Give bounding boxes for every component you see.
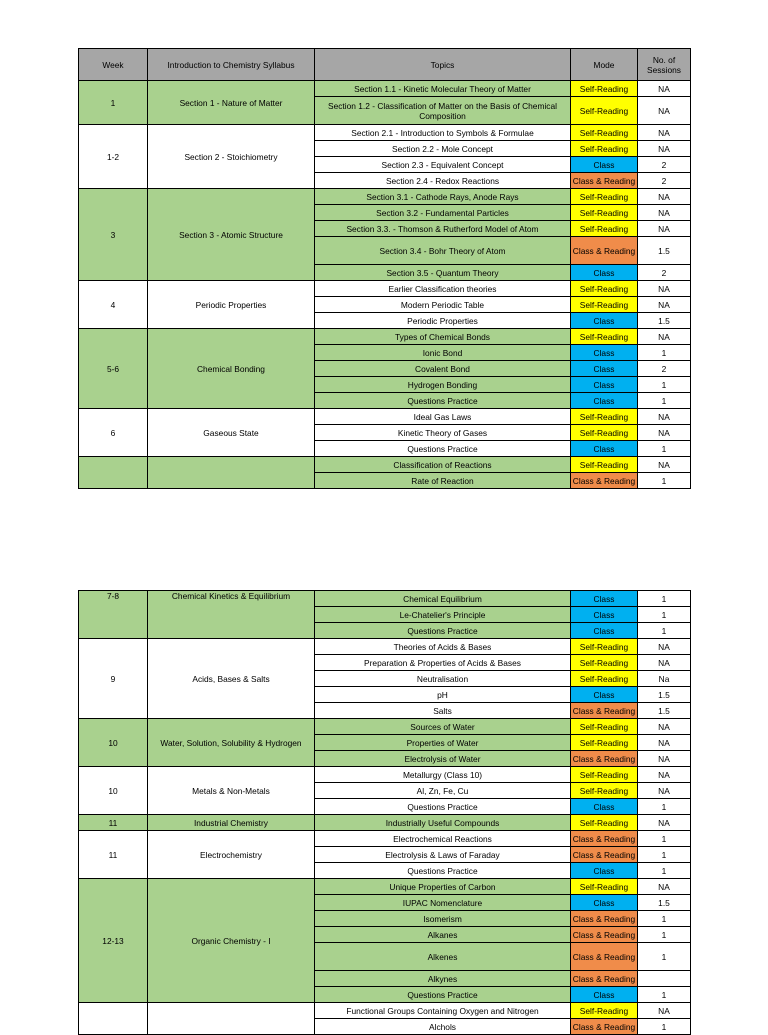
sessions-cell bbox=[638, 971, 691, 987]
syllabus-table-top bbox=[78, 48, 691, 489]
mode-badge: Class bbox=[571, 377, 638, 393]
sessions-cell: 1 bbox=[638, 591, 691, 607]
section-cell: Section 3 - Atomic Structure bbox=[148, 189, 315, 281]
mode-badge: Self-Reading bbox=[571, 125, 638, 141]
sessions-cell: NA bbox=[638, 719, 691, 735]
sessions-cell: 1.5 bbox=[638, 895, 691, 911]
week-cell: 11 bbox=[79, 831, 148, 879]
week-cell: 6 bbox=[79, 409, 148, 457]
mode-badge: Self-Reading bbox=[571, 189, 638, 205]
mode-badge: Self-Reading bbox=[571, 1003, 638, 1019]
mode-badge: Class bbox=[571, 591, 638, 607]
table-row bbox=[79, 125, 691, 141]
topic-cell: Rate of Reaction bbox=[315, 473, 571, 489]
topic-cell: Covalent Bond bbox=[315, 361, 571, 377]
mode-badge: Class bbox=[571, 623, 638, 639]
topic-cell: Section 3.2 - Fundamental Particles bbox=[315, 205, 571, 221]
mode-badge: Class bbox=[571, 895, 638, 911]
sessions-cell: 1 bbox=[638, 1019, 691, 1035]
topic-cell: Preparation & Properties of Acids & Bases bbox=[315, 655, 571, 671]
mode-badge: Class & Reading bbox=[571, 473, 638, 489]
topic-cell: Types of Chemical Bonds bbox=[315, 329, 571, 345]
sessions-cell: 1 bbox=[638, 799, 691, 815]
table-body-bottom bbox=[79, 591, 691, 1035]
header-week: Week bbox=[79, 49, 148, 81]
sessions-cell: NA bbox=[638, 735, 691, 751]
sessions-cell: 1.5 bbox=[638, 313, 691, 329]
topic-cell: Section 2.1 - Introduction to Symbols & Formulae bbox=[315, 125, 571, 141]
sessions-cell: NA bbox=[638, 221, 691, 237]
mode-badge: Class bbox=[571, 799, 638, 815]
topic-cell: Section 1.1 - Kinetic Molecular Theory of Matter bbox=[315, 81, 571, 97]
mode-badge: Class & Reading bbox=[571, 971, 638, 987]
mode-badge: Self-Reading bbox=[571, 639, 638, 655]
table-row bbox=[79, 815, 691, 831]
topic-cell: Section 1.2 - Classification of Matter on the Basis of Chemical Composition bbox=[315, 97, 571, 125]
mode-badge: Self-Reading bbox=[571, 879, 638, 895]
sessions-cell: 2 bbox=[638, 265, 691, 281]
section-cell bbox=[148, 1003, 315, 1035]
week-cell: 1 bbox=[79, 81, 148, 125]
sessions-cell: NA bbox=[638, 125, 691, 141]
sessions-cell: 2 bbox=[638, 157, 691, 173]
topic-cell: Ideal Gas Laws bbox=[315, 409, 571, 425]
mode-badge: Class bbox=[571, 265, 638, 281]
sessions-cell: 1 bbox=[638, 927, 691, 943]
topic-cell: Alchols bbox=[315, 1019, 571, 1035]
section-cell bbox=[148, 457, 315, 489]
topic-cell: Alkanes bbox=[315, 927, 571, 943]
section-cell: Industrial Chemistry bbox=[148, 815, 315, 831]
mode-badge: Self-Reading bbox=[571, 783, 638, 799]
mode-badge: Class bbox=[571, 687, 638, 703]
mode-badge: Self-Reading bbox=[571, 221, 638, 237]
topic-cell: Unique Properties of Carbon bbox=[315, 879, 571, 895]
header-mode: Mode bbox=[571, 49, 638, 81]
mode-badge: Class bbox=[571, 361, 638, 377]
sessions-cell: NA bbox=[638, 141, 691, 157]
table-row bbox=[79, 831, 691, 847]
sessions-cell: 1 bbox=[638, 441, 691, 457]
sessions-cell: NA bbox=[638, 81, 691, 97]
section-cell: Metals & Non-Metals bbox=[148, 767, 315, 815]
topic-cell: Questions Practice bbox=[315, 623, 571, 639]
sessions-cell: 1 bbox=[638, 911, 691, 927]
mode-badge: Class & Reading bbox=[571, 943, 638, 971]
topic-cell: Section 3.5 - Quantum Theory bbox=[315, 265, 571, 281]
topic-cell: Questions Practice bbox=[315, 799, 571, 815]
section-cell: Organic Chemistry - I bbox=[148, 879, 315, 1003]
topic-cell: Theories of Acids & Bases bbox=[315, 639, 571, 655]
section-cell: Water, Solution, Solubility & Hydrogen bbox=[148, 719, 315, 767]
mode-badge: Class bbox=[571, 441, 638, 457]
topic-cell: Ionic Bond bbox=[315, 345, 571, 361]
sessions-cell: NA bbox=[638, 767, 691, 783]
table-row bbox=[79, 457, 691, 473]
topic-cell: Kinetic Theory of Gases bbox=[315, 425, 571, 441]
mode-badge: Self-Reading bbox=[571, 297, 638, 313]
table-row bbox=[79, 281, 691, 297]
section-cell: Chemical Bonding bbox=[148, 329, 315, 409]
section-cell: Electrochemistry bbox=[148, 831, 315, 879]
mode-badge: Self-Reading bbox=[571, 97, 638, 125]
sessions-cell: 1 bbox=[638, 607, 691, 623]
sessions-cell: 1 bbox=[638, 393, 691, 409]
topic-cell: Chemical Equilibrium bbox=[315, 591, 571, 607]
mode-badge: Self-Reading bbox=[571, 671, 638, 687]
sessions-cell: 1 bbox=[638, 345, 691, 361]
topic-cell: Earlier Classification theories bbox=[315, 281, 571, 297]
sessions-cell: NA bbox=[638, 97, 691, 125]
header-sessions: No. of Sessions bbox=[638, 49, 691, 81]
table-row bbox=[79, 189, 691, 205]
sessions-cell: NA bbox=[638, 409, 691, 425]
topic-cell: Classification of Reactions bbox=[315, 457, 571, 473]
topic-cell: Properties of Water bbox=[315, 735, 571, 751]
topic-cell: Sources of Water bbox=[315, 719, 571, 735]
mode-badge: Class & Reading bbox=[571, 847, 638, 863]
mode-badge: Class bbox=[571, 607, 638, 623]
table-row bbox=[79, 81, 691, 97]
mode-badge: Class & Reading bbox=[571, 173, 638, 189]
topic-cell: Hydrogen Bonding bbox=[315, 377, 571, 393]
sessions-cell: 1.5 bbox=[638, 687, 691, 703]
table-row bbox=[79, 719, 691, 735]
sessions-cell: 1 bbox=[638, 473, 691, 489]
mode-badge: Class & Reading bbox=[571, 927, 638, 943]
header-row bbox=[79, 49, 691, 81]
week-cell: 9 bbox=[79, 639, 148, 719]
sessions-cell: 1.5 bbox=[638, 237, 691, 265]
topic-cell: Questions Practice bbox=[315, 863, 571, 879]
topic-cell: IUPAC Nomenclature bbox=[315, 895, 571, 911]
topic-cell: Section 3.1 - Cathode Rays, Anode Rays bbox=[315, 189, 571, 205]
section-cell: Section 2 - Stoichiometry bbox=[148, 125, 315, 189]
week-cell: 10 bbox=[79, 719, 148, 767]
topic-cell: Questions Practice bbox=[315, 441, 571, 457]
mode-badge: Self-Reading bbox=[571, 655, 638, 671]
topic-cell: Le-Chatelier's Principle bbox=[315, 607, 571, 623]
week-cell: 3 bbox=[79, 189, 148, 281]
topic-cell: Alkynes bbox=[315, 971, 571, 987]
mode-badge: Class bbox=[571, 863, 638, 879]
sessions-cell: NA bbox=[638, 189, 691, 205]
mode-badge: Class bbox=[571, 313, 638, 329]
mode-badge: Self-Reading bbox=[571, 329, 638, 345]
week-cell: 12-13 bbox=[79, 879, 148, 1003]
topic-cell: Isomerism bbox=[315, 911, 571, 927]
topic-cell: Functional Groups Containing Oxygen and Nitrogen bbox=[315, 1003, 571, 1019]
mode-badge: Class & Reading bbox=[571, 237, 638, 265]
section-cell: Section 1 - Nature of Matter bbox=[148, 81, 315, 125]
table-row bbox=[79, 409, 691, 425]
week-cell: 11 bbox=[79, 815, 148, 831]
topic-cell: Periodic Properties bbox=[315, 313, 571, 329]
mode-badge: Class & Reading bbox=[571, 703, 638, 719]
topic-cell: Al, Zn, Fe, Cu bbox=[315, 783, 571, 799]
week-cell bbox=[79, 457, 148, 489]
sessions-cell: NA bbox=[638, 751, 691, 767]
sessions-cell: NA bbox=[638, 1003, 691, 1019]
section-cell: Acids, Bases & Salts bbox=[148, 639, 315, 719]
mode-badge: Class & Reading bbox=[571, 1019, 638, 1035]
mode-badge: Class bbox=[571, 157, 638, 173]
mode-badge: Self-Reading bbox=[571, 205, 638, 221]
topic-cell: Section 2.4 - Redox Reactions bbox=[315, 173, 571, 189]
sessions-cell: 2 bbox=[638, 173, 691, 189]
mode-badge: Self-Reading bbox=[571, 409, 638, 425]
table-row bbox=[79, 767, 691, 783]
mode-badge: Class & Reading bbox=[571, 911, 638, 927]
table-row bbox=[79, 1003, 691, 1019]
sessions-cell: NA bbox=[638, 205, 691, 221]
header-syllabus: Introduction to Chemistry Syllabus bbox=[148, 49, 315, 81]
table-row bbox=[79, 591, 691, 607]
sessions-cell: 1 bbox=[638, 987, 691, 1003]
topic-cell: Alkenes bbox=[315, 943, 571, 971]
week-cell: 1-2 bbox=[79, 125, 148, 189]
mode-badge: Class bbox=[571, 393, 638, 409]
sessions-cell: NA bbox=[638, 425, 691, 441]
topic-cell: Questions Practice bbox=[315, 393, 571, 409]
mode-badge: Self-Reading bbox=[571, 281, 638, 297]
table-body-top bbox=[79, 81, 691, 489]
topic-cell: Neutralisation bbox=[315, 671, 571, 687]
mode-badge: Class bbox=[571, 987, 638, 1003]
week-cell: 7-8 bbox=[79, 591, 148, 639]
mode-badge: Self-Reading bbox=[571, 81, 638, 97]
mode-badge: Self-Reading bbox=[571, 457, 638, 473]
mode-badge: Class & Reading bbox=[571, 831, 638, 847]
sessions-cell: 1.5 bbox=[638, 703, 691, 719]
topic-cell: Section 3.3. - Thomson & Rutherford Model of Atom bbox=[315, 221, 571, 237]
table-row bbox=[79, 639, 691, 655]
topic-cell: Electrochemical Reactions bbox=[315, 831, 571, 847]
topic-cell: Section 2.2 - Mole Concept bbox=[315, 141, 571, 157]
sessions-cell: 1 bbox=[638, 847, 691, 863]
mode-badge: Self-Reading bbox=[571, 719, 638, 735]
sessions-cell: Na bbox=[638, 671, 691, 687]
week-cell: 10 bbox=[79, 767, 148, 815]
sessions-cell: 1 bbox=[638, 863, 691, 879]
topic-cell: Section 2.3 - Equivalent Concept bbox=[315, 157, 571, 173]
section-cell: Chemical Kinetics & Equilibrium bbox=[148, 591, 315, 639]
sessions-cell: 1 bbox=[638, 831, 691, 847]
sessions-cell: 2 bbox=[638, 361, 691, 377]
topic-cell: Industrially Useful Compounds bbox=[315, 815, 571, 831]
sessions-cell: NA bbox=[638, 457, 691, 473]
sessions-cell: 1 bbox=[638, 943, 691, 971]
table-row bbox=[79, 879, 691, 895]
mode-badge: Self-Reading bbox=[571, 767, 638, 783]
topic-cell: Questions Practice bbox=[315, 987, 571, 1003]
sessions-cell: NA bbox=[638, 879, 691, 895]
week-cell bbox=[79, 1003, 148, 1035]
section-cell: Gaseous State bbox=[148, 409, 315, 457]
sessions-cell: NA bbox=[638, 783, 691, 799]
sessions-cell: NA bbox=[638, 281, 691, 297]
sessions-cell: 1 bbox=[638, 377, 691, 393]
sessions-cell: NA bbox=[638, 655, 691, 671]
topic-cell: Section 3.4 - Bohr Theory of Atom bbox=[315, 237, 571, 265]
table-row bbox=[79, 329, 691, 345]
sessions-cell: NA bbox=[638, 329, 691, 345]
sessions-cell: 1 bbox=[638, 623, 691, 639]
topic-cell: Modern Periodic Table bbox=[315, 297, 571, 313]
sessions-cell: NA bbox=[638, 639, 691, 655]
topic-cell: pH bbox=[315, 687, 571, 703]
mode-badge: Class & Reading bbox=[571, 751, 638, 767]
syllabus-table-bottom bbox=[78, 590, 691, 1035]
mode-badge: Class bbox=[571, 345, 638, 361]
header-topics: Topics bbox=[315, 49, 571, 81]
mode-badge: Self-Reading bbox=[571, 815, 638, 831]
topic-cell: Salts bbox=[315, 703, 571, 719]
mode-badge: Self-Reading bbox=[571, 735, 638, 751]
topic-cell: Electrolysis & Laws of Faraday bbox=[315, 847, 571, 863]
topic-cell: Electrolysis of Water bbox=[315, 751, 571, 767]
section-cell: Periodic Properties bbox=[148, 281, 315, 329]
week-cell: 5-6 bbox=[79, 329, 148, 409]
mode-badge: Self-Reading bbox=[571, 141, 638, 157]
sessions-cell: NA bbox=[638, 297, 691, 313]
mode-badge: Self-Reading bbox=[571, 425, 638, 441]
week-cell: 4 bbox=[79, 281, 148, 329]
topic-cell: Metallurgy (Class 10) bbox=[315, 767, 571, 783]
sessions-cell: NA bbox=[638, 815, 691, 831]
